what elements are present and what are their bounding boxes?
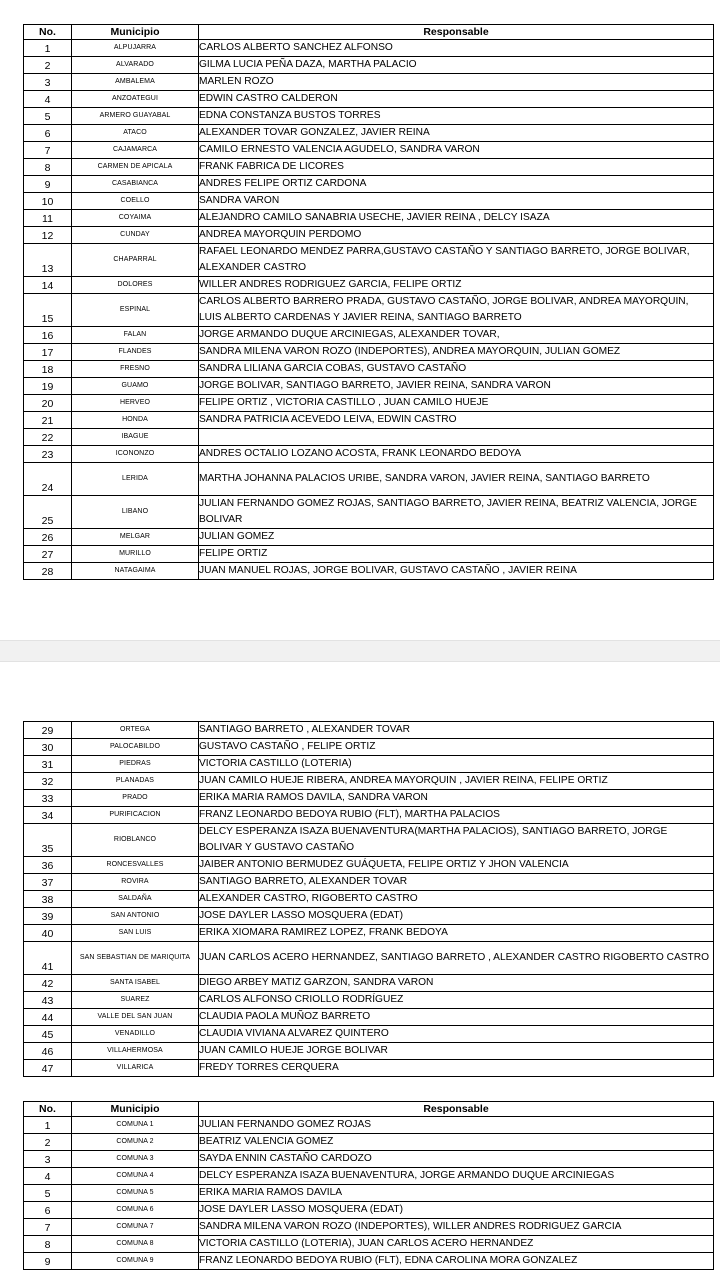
municipio-cell: ROVIRA <box>72 874 199 891</box>
municipio-cell: VALLE DEL SAN JUAN <box>72 1009 199 1026</box>
responsable-cell: GUSTAVO CASTAÑO , FELIPE ORTIZ <box>199 739 714 756</box>
table-row <box>24 975 714 992</box>
row-number: 39 <box>24 908 72 925</box>
responsable-cell: FELIPE ORTIZ , VICTORIA CASTILLO , JUAN CAMILO HUEJE <box>199 395 714 412</box>
row-number: 41 <box>24 942 72 975</box>
municipio-cell: FRESNO <box>72 361 199 378</box>
responsable-cell: GILMA LUCIA PEÑA DAZA, MARTHA PALACIO <box>199 57 714 74</box>
responsable-cell: ALEXANDER TOVAR GONZALEZ, JAVIER REINA <box>199 125 714 142</box>
table-row <box>24 1185 714 1202</box>
municipio-cell: SAN ANTONIO <box>72 908 199 925</box>
table-row <box>24 874 714 891</box>
row-number: 5 <box>24 108 72 125</box>
row-number: 38 <box>24 891 72 908</box>
municipio-cell: CARMEN DE APICALA <box>72 159 199 176</box>
table-row <box>24 344 714 361</box>
municipio-cell: SAN SEBASTIAN DE MARIQUITA <box>72 942 199 975</box>
responsable-cell: JUAN CARLOS ACERO HERNANDEZ, SANTIAGO BARRETO , ALEXANDER CASTRO RIGOBERTO CASTRO <box>199 942 714 975</box>
responsable-cell: JOSE DAYLER LASSO MOSQUERA (EDAT) <box>199 1202 714 1219</box>
municipio-cell: DOLORES <box>72 277 199 294</box>
table-row <box>24 91 714 108</box>
row-number: 17 <box>24 344 72 361</box>
table-row <box>24 1026 714 1043</box>
row-number: 14 <box>24 277 72 294</box>
row-number: 13 <box>24 244 72 277</box>
responsable-cell: FRANZ LEONARDO BEDOYA RUBIO (FLT), EDNA CAROLINA MORA GONZALEZ <box>199 1253 714 1270</box>
municipio-cell: ANZOATEGUI <box>72 91 199 108</box>
table-row <box>24 1253 714 1270</box>
row-number: 47 <box>24 1060 72 1077</box>
municipio-cell: VILLAHERMOSA <box>72 1043 199 1060</box>
table-row <box>24 739 714 756</box>
row-number: 2 <box>24 1134 72 1151</box>
municipio-cell: HONDA <box>72 412 199 429</box>
table-row <box>24 925 714 942</box>
responsable-cell: ANDRES FELIPE ORTIZ CARDONA <box>199 176 714 193</box>
row-number: 42 <box>24 975 72 992</box>
responsable-cell: JUAN CAMILO HUEJE RIBERA, ANDREA MAYORQUIN , JAVIER REINA, FELIPE ORTIZ <box>199 773 714 790</box>
row-number: 27 <box>24 545 72 562</box>
responsable-cell: ALEJANDRO CAMILO SANABRIA USECHE, JAVIER REINA , DELCY ISAZA <box>199 210 714 227</box>
responsable-cell: SAYDA ENNIN CASTAÑO CARDOZO <box>199 1151 714 1168</box>
table-row <box>24 545 714 562</box>
table-row <box>24 773 714 790</box>
responsable-cell: FELIPE ORTIZ <box>199 545 714 562</box>
header-no: No. <box>24 25 72 40</box>
responsable-cell: DELCY ESPERANZA ISAZA BUENAVENTURA, JORGE ARMANDO DUQUE ARCINIEGAS <box>199 1168 714 1185</box>
row-number: 40 <box>24 925 72 942</box>
municipio-cell: CASABIANCA <box>72 176 199 193</box>
row-number: 35 <box>24 824 72 857</box>
row-number: 1 <box>24 40 72 57</box>
header-municipio: Municipio <box>72 25 199 40</box>
municipio-cell: FLANDES <box>72 344 199 361</box>
responsable-cell: EDNA CONSTANZA BUSTOS TORRES <box>199 108 714 125</box>
municipios-table-page1 <box>23 24 714 580</box>
responsable-cell: WILLER ANDRES RODRIGUEZ GARCIA, FELIPE ORTIZ <box>199 277 714 294</box>
header-row <box>24 25 714 40</box>
responsable-cell: FRANK FABRICA DE LICORES <box>199 159 714 176</box>
header-municipio: Municipio <box>72 1102 199 1117</box>
row-number: 30 <box>24 739 72 756</box>
responsable-cell: ANDRES OCTALIO LOZANO ACOSTA, FRANK LEONARDO BEDOYA <box>199 445 714 462</box>
responsable-cell: DELCY ESPERANZA ISAZA BUENAVENTURA(MARTHA PALACIOS), SANTIAGO BARRETO, JORGE BOLIVAR Y GUSTAVO CASTAÑO <box>199 824 714 857</box>
responsable-cell: ERIKA XIOMARA RAMIREZ LOPEZ, FRANK BEDOYA <box>199 925 714 942</box>
table-row <box>24 193 714 210</box>
municipio-cell: VENADILLO <box>72 1026 199 1043</box>
table-row <box>24 528 714 545</box>
table-row <box>24 942 714 975</box>
table-row <box>24 361 714 378</box>
responsable-cell: JULIAN FERNANDO GOMEZ ROJAS, SANTIAGO BARRETO, JAVIER REINA, BEATRIZ VALENCIA, JORGE BOLIVAR <box>199 495 714 528</box>
row-number: 18 <box>24 361 72 378</box>
row-number: 28 <box>24 562 72 579</box>
table-row <box>24 159 714 176</box>
table-row <box>24 1151 714 1168</box>
table-row <box>24 74 714 91</box>
row-number: 4 <box>24 1168 72 1185</box>
header-responsable: Responsable <box>199 25 714 40</box>
table-row <box>24 227 714 244</box>
municipio-cell: CHAPARRAL <box>72 244 199 277</box>
table-row <box>24 1202 714 1219</box>
responsable-cell: DIEGO ARBEY MATIZ GARZON, SANDRA VARON <box>199 975 714 992</box>
municipio-cell: NATAGAIMA <box>72 562 199 579</box>
municipio-cell: GUAMO <box>72 378 199 395</box>
table-row <box>24 378 714 395</box>
row-number: 3 <box>24 1151 72 1168</box>
row-number: 20 <box>24 395 72 412</box>
municipio-cell: ORTEGA <box>72 722 199 739</box>
responsable-cell: CLAUDIA VIVIANA ALVAREZ QUINTERO <box>199 1026 714 1043</box>
table-row <box>24 722 714 739</box>
responsable-cell: SANTIAGO BARRETO, ALEXANDER TOVAR <box>199 874 714 891</box>
table-row <box>24 562 714 579</box>
municipio-cell: COMUNA 9 <box>72 1253 199 1270</box>
responsable-cell: MARLEN ROZO <box>199 74 714 91</box>
row-number: 6 <box>24 1202 72 1219</box>
responsable-cell: SANDRA MILENA VARON ROZO (INDEPORTES), WILLER ANDRES RODRIGUEZ GARCIA <box>199 1219 714 1236</box>
responsable-cell: SANTIAGO BARRETO , ALEXANDER TOVAR <box>199 722 714 739</box>
responsable-cell <box>199 429 714 446</box>
municipio-cell: COMUNA 8 <box>72 1236 199 1253</box>
row-number: 23 <box>24 445 72 462</box>
municipio-cell: FALAN <box>72 327 199 344</box>
responsable-cell: CARLOS ALBERTO SANCHEZ ALFONSO <box>199 40 714 57</box>
row-number: 7 <box>24 142 72 159</box>
responsable-cell: ERIKA MARIA RAMOS DAVILA, SANDRA VARON <box>199 790 714 807</box>
table-row <box>24 1134 714 1151</box>
table-row <box>24 210 714 227</box>
municipio-cell: ESPINAL <box>72 294 199 327</box>
municipio-cell: MELGAR <box>72 528 199 545</box>
row-number: 10 <box>24 193 72 210</box>
municipio-cell: PALOCABILDO <box>72 739 199 756</box>
municipio-cell: PURIFICACION <box>72 807 199 824</box>
responsable-cell: FREDY TORRES CERQUERA <box>199 1060 714 1077</box>
table-row <box>24 790 714 807</box>
row-number: 8 <box>24 159 72 176</box>
row-number: 26 <box>24 528 72 545</box>
responsable-cell: JORGE BOLIVAR, SANTIAGO BARRETO, JAVIER REINA, SANDRA VARON <box>199 378 714 395</box>
municipio-cell: COMUNA 4 <box>72 1168 199 1185</box>
table-row <box>24 756 714 773</box>
responsable-cell: JULIAN GOMEZ <box>199 528 714 545</box>
municipio-cell: CAJAMARCA <box>72 142 199 159</box>
table-row <box>24 891 714 908</box>
table-row <box>24 992 714 1009</box>
row-number: 7 <box>24 1219 72 1236</box>
table-row <box>24 1236 714 1253</box>
row-number: 32 <box>24 773 72 790</box>
row-number: 22 <box>24 429 72 446</box>
municipio-cell: ALPUJARRA <box>72 40 199 57</box>
table-row <box>24 176 714 193</box>
row-number: 5 <box>24 1185 72 1202</box>
row-number: 9 <box>24 1253 72 1270</box>
municipio-cell: PIEDRAS <box>72 756 199 773</box>
row-number: 31 <box>24 756 72 773</box>
municipio-cell: PLANADAS <box>72 773 199 790</box>
row-number: 43 <box>24 992 72 1009</box>
responsable-cell: JORGE ARMANDO DUQUE ARCINIEGAS, ALEXANDER TOVAR, <box>199 327 714 344</box>
table-row <box>24 857 714 874</box>
row-number: 24 <box>24 462 72 495</box>
municipio-cell: SANTA ISABEL <box>72 975 199 992</box>
row-number: 34 <box>24 807 72 824</box>
row-number: 33 <box>24 790 72 807</box>
row-number: 9 <box>24 176 72 193</box>
row-number: 21 <box>24 412 72 429</box>
table-row <box>24 1219 714 1236</box>
municipio-cell: RONCESVALLES <box>72 857 199 874</box>
row-number: 8 <box>24 1236 72 1253</box>
table-row <box>24 294 714 327</box>
table-row <box>24 908 714 925</box>
responsable-cell: JUAN CAMILO HUEJE JORGE BOLIVAR <box>199 1043 714 1060</box>
municipio-cell: COMUNA 7 <box>72 1219 199 1236</box>
responsable-cell: CLAUDIA PAOLA MUÑOZ BARRETO <box>199 1009 714 1026</box>
responsable-cell: JOSE DAYLER LASSO MOSQUERA (EDAT) <box>199 908 714 925</box>
municipio-cell: LIBANO <box>72 495 199 528</box>
municipio-cell: COMUNA 6 <box>72 1202 199 1219</box>
municipios-table-page2 <box>23 721 714 1077</box>
table-row <box>24 142 714 159</box>
table-row <box>24 244 714 277</box>
responsable-cell: VICTORIA CASTILLO (LOTERIA), JUAN CARLOS ACERO HERNANDEZ <box>199 1236 714 1253</box>
responsable-cell: SANDRA PATRICIA ACEVEDO LEIVA, EDWIN CASTRO <box>199 412 714 429</box>
municipio-cell: COYAIMA <box>72 210 199 227</box>
municipio-cell: ARMERO GUAYABAL <box>72 108 199 125</box>
municipio-cell: ALVARADO <box>72 57 199 74</box>
comunas-table <box>23 1101 714 1270</box>
municipio-cell: SAN LUIS <box>72 925 199 942</box>
table-row <box>24 57 714 74</box>
table-row <box>24 108 714 125</box>
municipio-cell: ICONONZO <box>72 445 199 462</box>
table-row <box>24 1060 714 1077</box>
table-row <box>24 824 714 857</box>
table-row <box>24 327 714 344</box>
responsable-cell: ERIKA MARIA RAMOS DAVILA <box>199 1185 714 1202</box>
header-row <box>24 1102 714 1117</box>
responsable-cell: BEATRIZ VALENCIA GOMEZ <box>199 1134 714 1151</box>
table-row <box>24 1009 714 1026</box>
row-number: 2 <box>24 57 72 74</box>
municipio-cell: COMUNA 5 <box>72 1185 199 1202</box>
table-row <box>24 40 714 57</box>
page-separator <box>0 640 720 662</box>
municipio-cell: PRADO <box>72 790 199 807</box>
table-row <box>24 412 714 429</box>
header-no: No. <box>24 1102 72 1117</box>
municipio-cell: CUNDAY <box>72 227 199 244</box>
responsable-cell: SANDRA MILENA VARON ROZO (INDEPORTES), ANDREA MAYORQUIN, JULIAN GOMEZ <box>199 344 714 361</box>
responsable-cell: ANDREA MAYORQUIN PERDOMO <box>199 227 714 244</box>
row-number: 6 <box>24 125 72 142</box>
row-number: 1 <box>24 1117 72 1134</box>
row-number: 36 <box>24 857 72 874</box>
municipio-cell: SUAREZ <box>72 992 199 1009</box>
table-row <box>24 1117 714 1134</box>
municipio-cell: HERVEO <box>72 395 199 412</box>
municipio-cell: COMUNA 1 <box>72 1117 199 1134</box>
responsable-cell: EDWIN CASTRO CALDERON <box>199 91 714 108</box>
row-number: 29 <box>24 722 72 739</box>
row-number: 3 <box>24 74 72 91</box>
responsable-cell: SANDRA VARON <box>199 193 714 210</box>
municipio-cell: AMBALEMA <box>72 74 199 91</box>
table-row <box>24 1043 714 1060</box>
table-row <box>24 462 714 495</box>
responsable-cell: CAMILO ERNESTO VALENCIA AGUDELO, SANDRA VARON <box>199 142 714 159</box>
responsable-cell: SANDRA LILIANA GARCIA COBAS, GUSTAVO CASTAÑO <box>199 361 714 378</box>
table-row <box>24 495 714 528</box>
responsable-cell: CARLOS ALFONSO CRIOLLO RODRÍGUEZ <box>199 992 714 1009</box>
table-row <box>24 277 714 294</box>
row-number: 37 <box>24 874 72 891</box>
responsable-cell: FRANZ LEONARDO BEDOYA RUBIO (FLT), MARTHA PALACIOS <box>199 807 714 824</box>
responsable-cell: JULIAN FERNANDO GOMEZ ROJAS <box>199 1117 714 1134</box>
responsable-cell: CARLOS ALBERTO BARRERO PRADA, GUSTAVO CASTAÑO, JORGE BOLIVAR, ANDREA MAYORQUIN, LUIS ALBERTO CARDENAS Y JAVIER REINA, SANTIAGO BARRETO <box>199 294 714 327</box>
responsable-cell: JAIBER ANTONIO BERMUDEZ GUÁQUETA, FELIPE ORTIZ Y JHON VALENCIA <box>199 857 714 874</box>
table-row <box>24 1168 714 1185</box>
row-number: 15 <box>24 294 72 327</box>
row-number: 25 <box>24 495 72 528</box>
row-number: 44 <box>24 1009 72 1026</box>
row-number: 16 <box>24 327 72 344</box>
table-row <box>24 807 714 824</box>
row-number: 12 <box>24 227 72 244</box>
row-number: 19 <box>24 378 72 395</box>
municipio-cell: RIOBLANCO <box>72 824 199 857</box>
responsable-cell: JUAN MANUEL ROJAS, JORGE BOLIVAR, GUSTAVO CASTAÑO , JAVIER REINA <box>199 562 714 579</box>
municipio-cell: COMUNA 3 <box>72 1151 199 1168</box>
municipio-cell: IBAGUE <box>72 429 199 446</box>
municipio-cell: VILLARICA <box>72 1060 199 1077</box>
table-row <box>24 125 714 142</box>
municipio-cell: ATACO <box>72 125 199 142</box>
municipio-cell: COMUNA 2 <box>72 1134 199 1151</box>
municipio-cell: MURILLO <box>72 545 199 562</box>
responsable-cell: ALEXANDER CASTRO, RIGOBERTO CASTRO <box>199 891 714 908</box>
row-number: 45 <box>24 1026 72 1043</box>
row-number: 46 <box>24 1043 72 1060</box>
municipio-cell: COELLO <box>72 193 199 210</box>
municipio-cell: SALDAÑA <box>72 891 199 908</box>
row-number: 4 <box>24 91 72 108</box>
table-row <box>24 445 714 462</box>
row-number: 11 <box>24 210 72 227</box>
responsable-cell: RAFAEL LEONARDO MENDEZ PARRA,GUSTAVO CASTAÑO Y SANTIAGO BARRETO, JORGE BOLIVAR, ALEXANDER CASTRO <box>199 244 714 277</box>
table-row <box>24 395 714 412</box>
municipio-cell: LERIDA <box>72 462 199 495</box>
table-row <box>24 429 714 446</box>
responsable-cell: VICTORIA CASTILLO (LOTERIA) <box>199 756 714 773</box>
header-responsable: Responsable <box>199 1102 714 1117</box>
responsable-cell: MARTHA JOHANNA PALACIOS URIBE, SANDRA VARON, JAVIER REINA, SANTIAGO BARRETO <box>199 462 714 495</box>
